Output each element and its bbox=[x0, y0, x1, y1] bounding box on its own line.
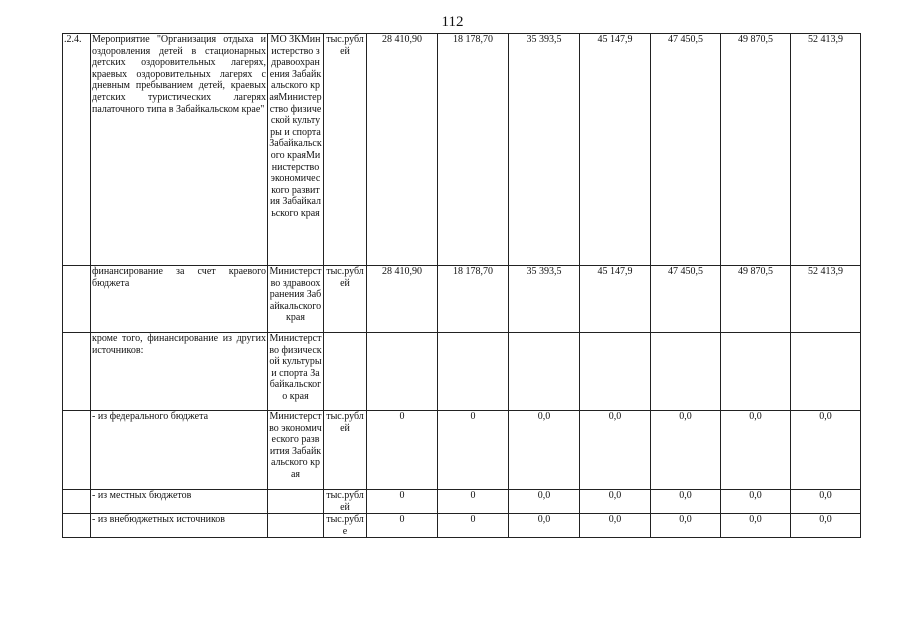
activity-description: финансирование за счет краевого бюджета bbox=[91, 266, 268, 333]
value-cell: 28 410,90 bbox=[367, 34, 438, 266]
value-cell: 45 147,9 bbox=[580, 266, 651, 333]
table-row bbox=[63, 266, 861, 333]
value-cell: 47 450,5 bbox=[651, 34, 721, 266]
row-number bbox=[63, 266, 91, 333]
value-cell bbox=[509, 333, 580, 411]
value-cell: 18 178,70 bbox=[438, 266, 509, 333]
unit-cell: тыс.рублей bbox=[324, 266, 367, 333]
value-cell: 0,0 bbox=[651, 411, 721, 490]
table-row bbox=[63, 34, 861, 266]
executor-cell bbox=[268, 514, 324, 538]
value-cell: 52 413,9 bbox=[791, 266, 861, 333]
value-cell: 0,0 bbox=[791, 411, 861, 490]
value-cell: 0 bbox=[367, 490, 438, 514]
value-cell: 0,0 bbox=[509, 411, 580, 490]
value-cell: 0,0 bbox=[721, 490, 791, 514]
value-cell: 0,0 bbox=[791, 490, 861, 514]
table-row bbox=[63, 333, 861, 411]
value-cell: 0,0 bbox=[580, 490, 651, 514]
activity-description: - из местных бюджетов bbox=[91, 490, 268, 514]
activity-description: - из федерального бюджета bbox=[91, 411, 268, 490]
activity-description: - из внебюджетных источников bbox=[91, 514, 268, 538]
value-cell: 0,0 bbox=[721, 411, 791, 490]
value-cell: 52 413,9 bbox=[791, 34, 861, 266]
value-cell bbox=[438, 333, 509, 411]
value-cell: 49 870,5 bbox=[721, 34, 791, 266]
unit-cell: тыс.рублей bbox=[324, 411, 367, 490]
unit-cell: тыс.рубле bbox=[324, 514, 367, 538]
row-number bbox=[63, 333, 91, 411]
value-cell: 0,0 bbox=[651, 490, 721, 514]
value-cell: 0 bbox=[367, 514, 438, 538]
unit-cell: тыс.рублей bbox=[324, 490, 367, 514]
value-cell bbox=[721, 333, 791, 411]
value-cell: 0,0 bbox=[580, 514, 651, 538]
value-cell bbox=[651, 333, 721, 411]
value-cell: 0,0 bbox=[721, 514, 791, 538]
executor-cell: Министерство физической культуры и спорта Забайкальского края bbox=[268, 333, 324, 411]
unit-cell: тыс.рублей bbox=[324, 34, 367, 266]
value-cell: 18 178,70 bbox=[438, 34, 509, 266]
row-number bbox=[63, 490, 91, 514]
row-number: .2.4. bbox=[63, 34, 91, 266]
page-number: 112 bbox=[441, 14, 464, 30]
value-cell: 0,0 bbox=[651, 514, 721, 538]
value-cell: 35 393,5 bbox=[509, 266, 580, 333]
value-cell: 0 bbox=[438, 514, 509, 538]
value-cell: 0,0 bbox=[509, 514, 580, 538]
value-cell bbox=[580, 333, 651, 411]
value-cell: 47 450,5 bbox=[651, 266, 721, 333]
executor-cell: МО ЗКМинистерство здравоохранения Забайкальского краяМинистерство физической культуры и спорта Забайкальского краяМинистерство экономического развития Забайкальского края bbox=[268, 34, 324, 266]
value-cell: 0 bbox=[438, 411, 509, 490]
table-row bbox=[63, 514, 861, 538]
table-row bbox=[63, 490, 861, 514]
unit-cell bbox=[324, 333, 367, 411]
executor-cell: Министерство экономического развития Забайкальского края bbox=[268, 411, 324, 490]
value-cell: 49 870,5 bbox=[721, 266, 791, 333]
executor-cell: Министерство здравоохранения Забайкальского края bbox=[268, 266, 324, 333]
executor-cell bbox=[268, 490, 324, 514]
budget-table bbox=[62, 33, 861, 538]
value-cell: 35 393,5 bbox=[509, 34, 580, 266]
row-number bbox=[63, 411, 91, 490]
activity-description: Мероприятие "Организация отдыха и оздоровления детей в стационарных детских оздоровительных лагерях, краевых оздоровительных лагерях с дневным пребыванием детей, краевых детских туристических лагерях палаточного типа в Забайкальском крае" bbox=[91, 34, 268, 266]
value-cell: 0,0 bbox=[509, 490, 580, 514]
value-cell bbox=[791, 333, 861, 411]
value-cell: 28 410,90 bbox=[367, 266, 438, 333]
value-cell: 45 147,9 bbox=[580, 34, 651, 266]
row-number bbox=[63, 514, 91, 538]
activity-description: кроме того, финансирование из других источников: bbox=[91, 333, 268, 411]
value-cell: 0,0 bbox=[580, 411, 651, 490]
table-row bbox=[63, 411, 861, 490]
value-cell: 0 bbox=[438, 490, 509, 514]
value-cell: 0,0 bbox=[791, 514, 861, 538]
value-cell bbox=[367, 333, 438, 411]
value-cell: 0 bbox=[367, 411, 438, 490]
